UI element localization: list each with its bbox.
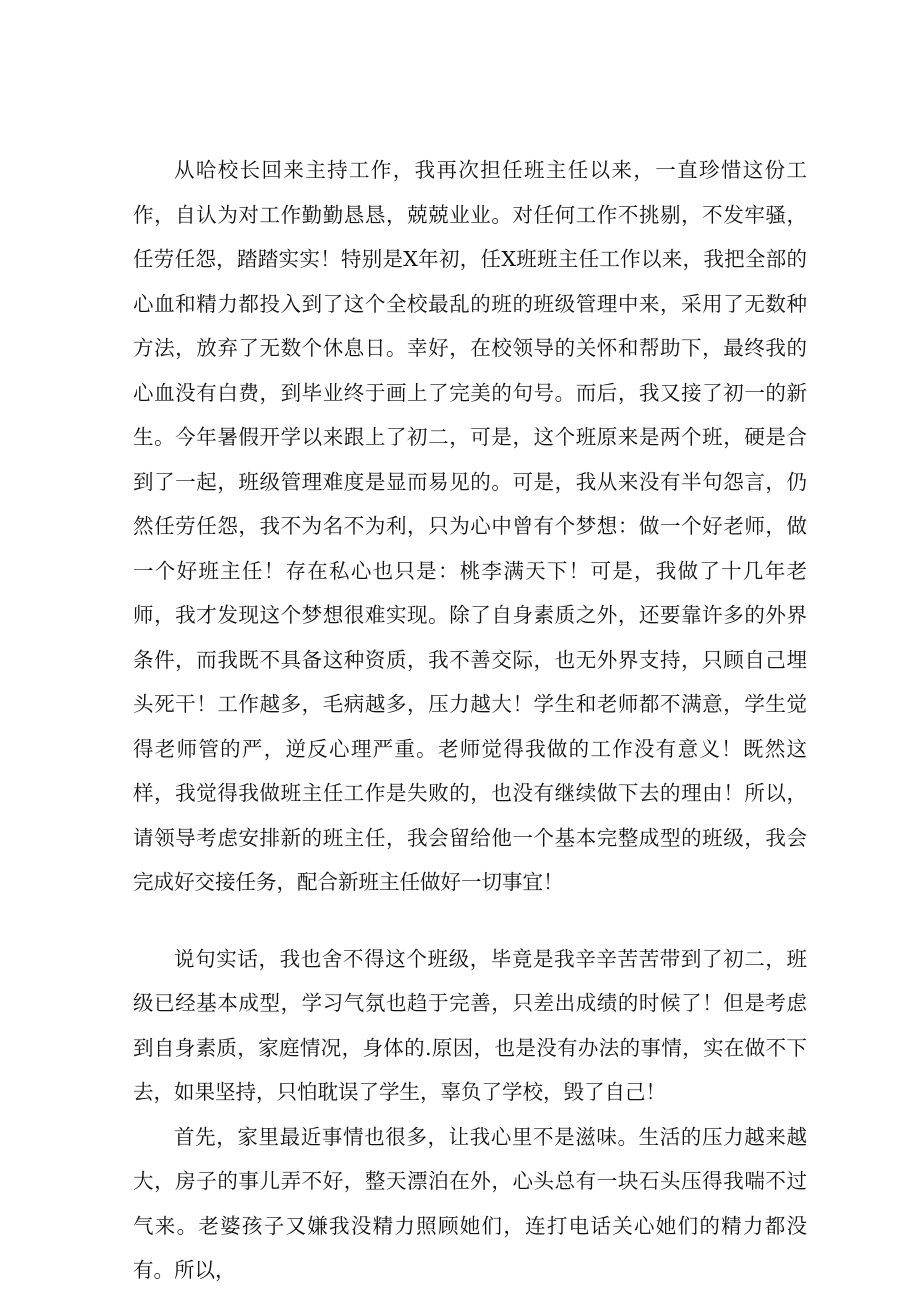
paragraph-3: 首先，家里最近事情也很多，让我心里不是滋味。生活的压力越来越大，房子的事儿弄不好，整天漂泊在外，心头总有一块石头压得我喘不过气来。老婆孩子又嫌我没精力照顾她们，连打电话关心她们的精力都没有。所以， (133, 1124, 807, 1282)
paragraph-1: 从哈校长回来主持工作，我再次担任班主任以来，一直珍惜这份工作，自认为对工作勤勤恳恳，兢兢业业。对任何工作不挑剔，不发牢骚，任劳任怨，踏踏实实！特别是X年初，任X班班主任工作以来，我把全部的心血和精力都投入到了这个全校最乱的班的班级管理中来，采用了无数种方法，放弃了无数个休息日。幸好，在校领导的关怀和帮助下，最终我的心血没有白费，到毕业终于画上了完美的句号。而后，我又接了初一的新生。今年暑假开学以来跟上了初二，可是，这个班原来是两个班，硬是合到了一起，班级管理难度是显而易见的。可是，我从来没有半句怨言，仍然任劳任怨，我不为名不为利，只为心中曾有个梦想：做一个好老师，做一个好班主任！存在私心也只是：桃李满天下！可是，我做了十几年老师，我才发现这个梦想很难实现。除了自身素质之外，还要靠许多的外界条件，而我既不具备这种资质，我不善交际，也无外界支持，只顾自己埋头死干！工作越多，毛病越多，压力越大！学生和老师都不满意，学生觉得老师管的严，逆反心理严重。老师觉得我做的工作没有意义！既然这样，我觉得我做班主任工作是失败的，也没有继续做下去的理由！所以，请领导考虑安排新的班主任，我会留给他一个基本完整成型的班级，我会完成好交接任务，配合新班主任做好一切事宜！ (133, 158, 807, 894)
paragraph-2: 说句实话，我也舍不得这个班级，毕竟是我辛辛苦苦带到了初二，班级已经基本成型，学习气氛也趋于完善，只差出成绩的时候了！但是考虑到自身素质，家庭情况，身体的.原因，也是没有办法的事情，实在做不下去，如果坚持，只怕耽误了学生，辜负了学校，毁了自己！ (133, 946, 807, 1104)
document-body (133, 148, 807, 1293)
